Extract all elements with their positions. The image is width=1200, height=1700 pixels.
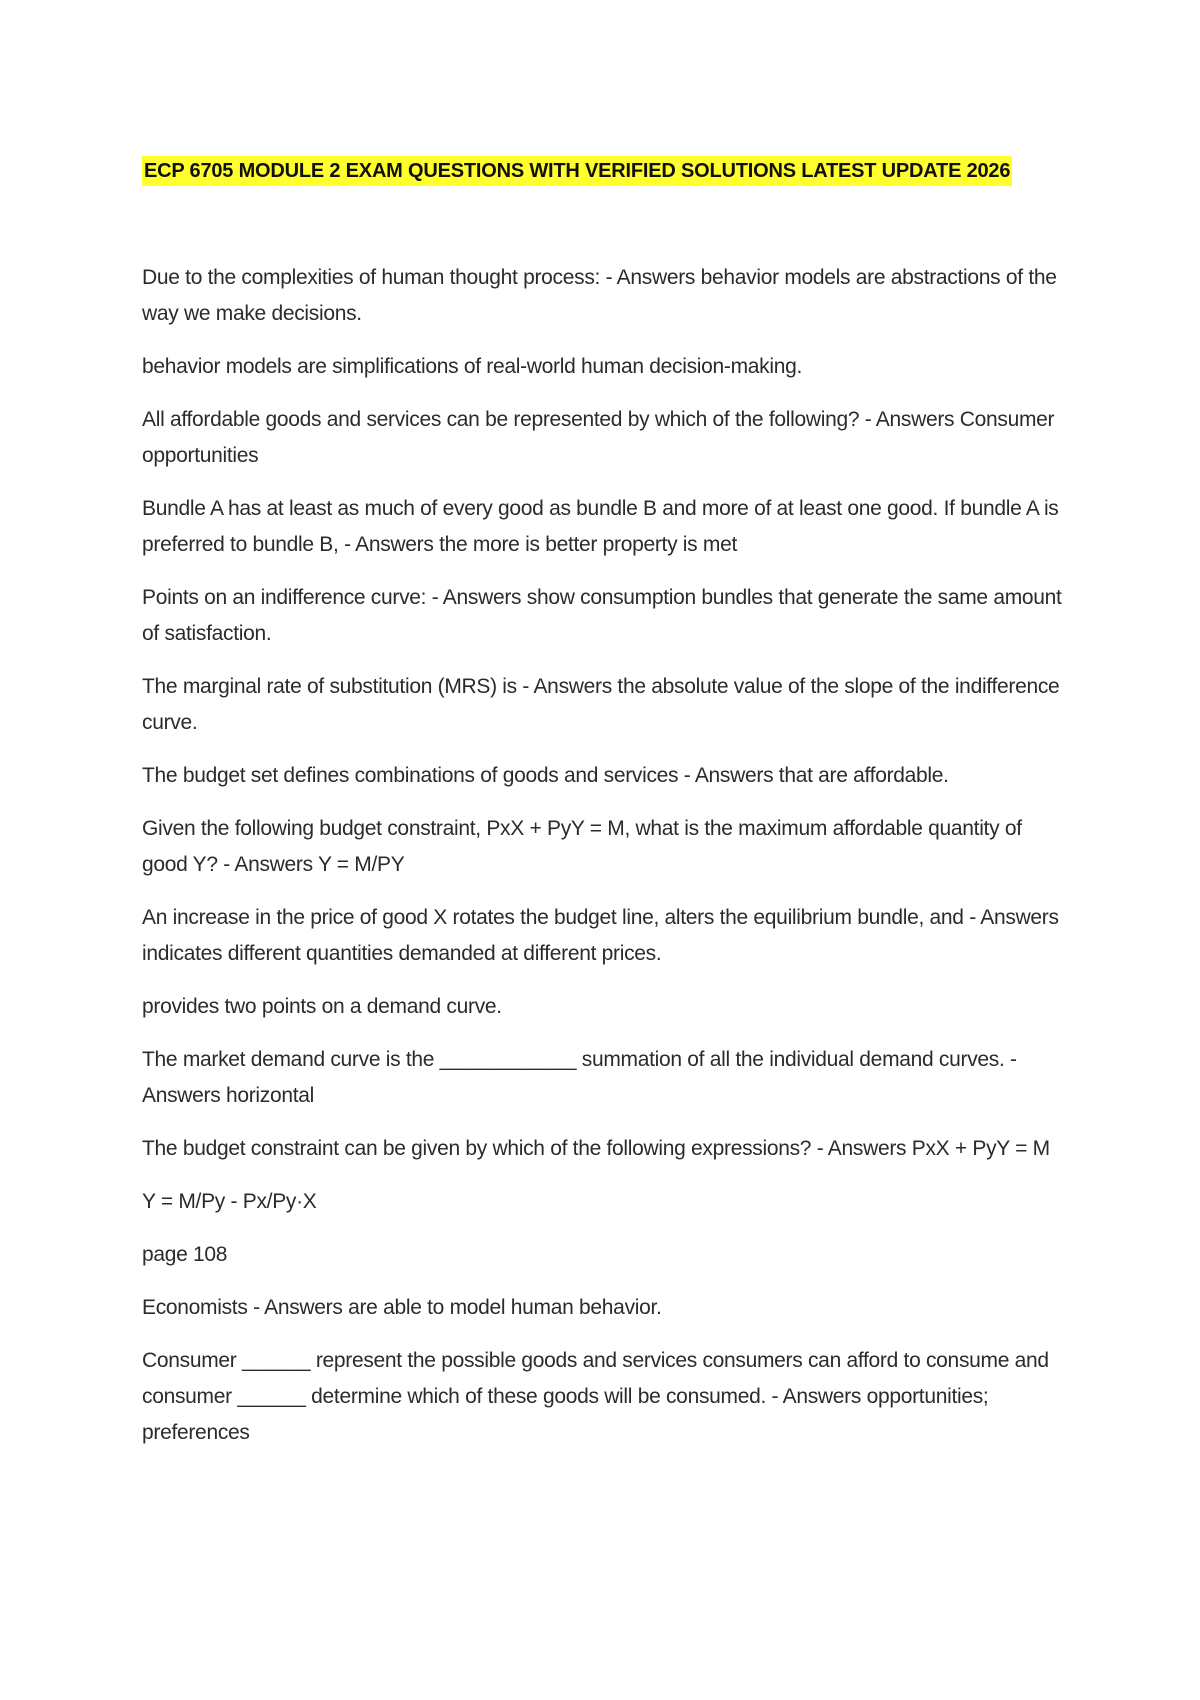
document-body xyxy=(142,260,1066,1451)
paragraph: The budget constraint can be given by which of the following expressions? - Answers PxX + PyY = M xyxy=(142,1137,1050,1160)
paragraph: All affordable goods and services can be represented by which of the following? - Answers Consumer opportunities xyxy=(142,408,1055,467)
paragraph: behavior models are simplifications of real-world human decision-making. xyxy=(142,355,803,378)
paragraph: Given the following budget constraint, PxX + PyY = M, what is the maximum affordable quantity of good Y? - Answers Y = M/PY xyxy=(142,817,1022,876)
paragraph: The marginal rate of substitution (MRS) is - Answers the absolute value of the slope of the indifference curve. xyxy=(142,675,1060,734)
paragraph: page 108 xyxy=(142,1243,228,1266)
paragraph: Economists - Answers are able to model human behavior. xyxy=(142,1296,662,1319)
paragraph: Due to the complexities of human thought process: - Answers behavior models are abstractions of the way we make decisions. xyxy=(142,266,1057,325)
paragraph: provides two points on a demand curve. xyxy=(142,995,502,1018)
paragraph: Y = M/Py - Px/Py·X xyxy=(142,1190,317,1213)
paragraph: Consumer ______ represent the possible goods and services consumers can afford to consume and consumer ______ determine which of these goods will be consumed. - Answers opportunities; preferences xyxy=(142,1349,1049,1444)
paragraph: Bundle A has at least as much of every good as bundle B and more of at least one good. If bundle A is preferred to bundle B, - Answers the more is better property is met xyxy=(142,497,1059,556)
paragraph: The market demand curve is the ____________ summation of all the individual demand curves. - Answers horizontal xyxy=(142,1048,1017,1107)
paragraph: Points on an indifference curve: - Answers show consumption bundles that generate the same amount of satisfaction. xyxy=(142,586,1062,645)
paragraph: An increase in the price of good X rotates the budget line, alters the equilibrium bundle, and - Answers indicates different quantities demanded at different prices. xyxy=(142,906,1059,965)
document-title: ECP 6705 MODULE 2 EXAM QUESTIONS WITH VERIFIED SOLUTIONS LATEST UPDATE 2026 xyxy=(142,156,1012,186)
paragraph: The budget set defines combinations of goods and services - Answers that are affordable. xyxy=(142,764,949,787)
